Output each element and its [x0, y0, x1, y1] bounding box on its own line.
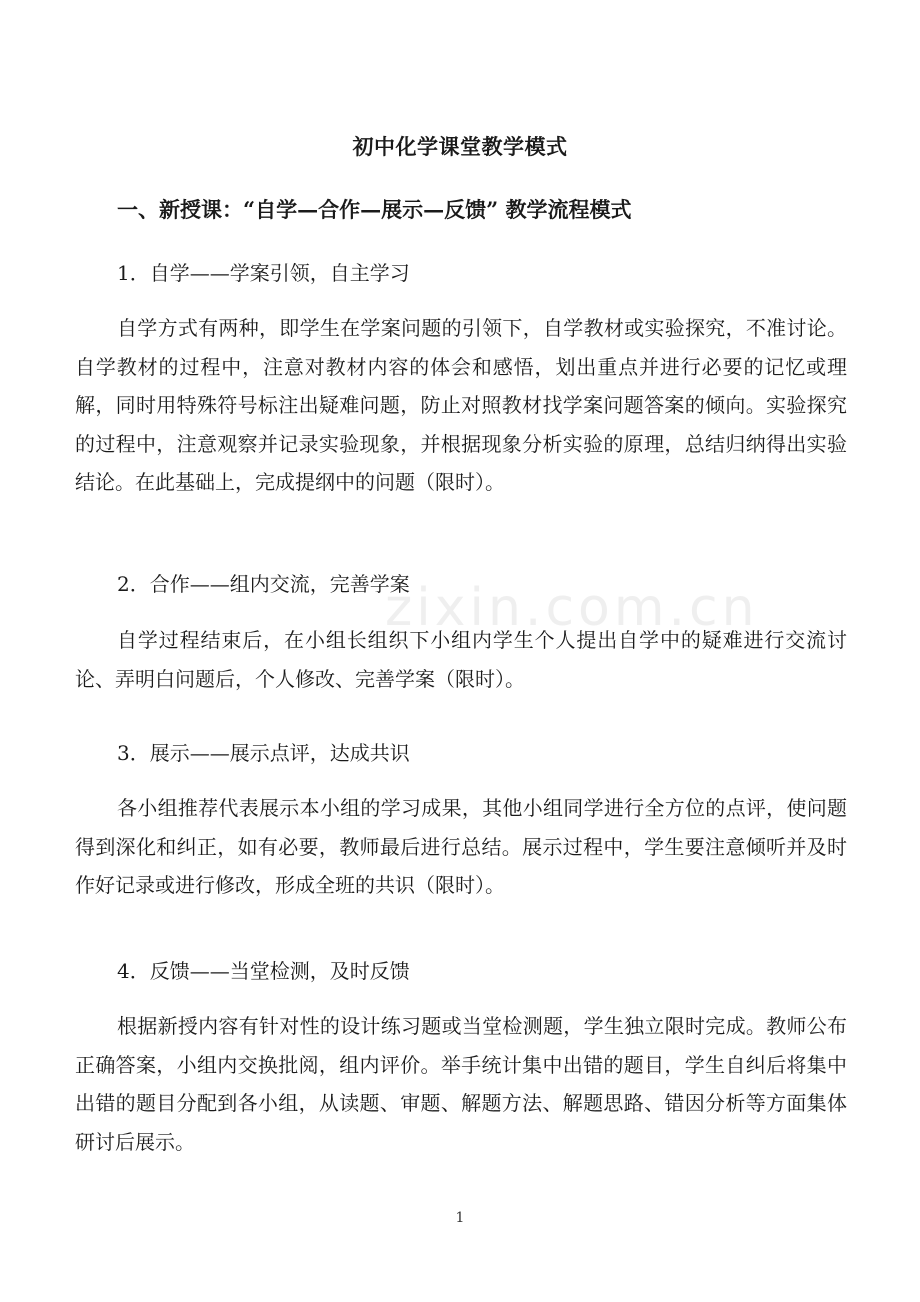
step-4-paragraph: 根据新授内容有针对性的设计练习题或当堂检测题，学生独立限时完成。教师公布正确答案，小组内交换批阅，组内评价。举手统计集中出错的题目，学生自纠后将集中出错的题目分配到各小组，从读题、审题、解题方法、解题思路、错因分析等方面集体研讨后展示。 [75, 1014, 847, 1154]
step-1-heading: 1．自学——学案引领，自主学习 [117, 261, 410, 285]
page-number: 1 [455, 1210, 465, 1226]
step-3-paragraph: 各小组推荐代表展示本小组的学习成果，其他小组同学进行全方位的点评，使问题得到深化和纠正，如有必要，教师最后进行总结。展示过程中，学生要注意倾听并及时作好记录或进行修改，形成全班的共识（限时）。 [75, 796, 847, 897]
step-2-heading: 2．合作——组内交流，完善学案 [117, 572, 410, 596]
step-1-paragraph: 自学方式有两种，即学生在学案问题的引领下，自学教材或实验探究，不准讨论。自学教材的过程中，注意对教材内容的体会和感悟，划出重点并进行必要的记忆或理解，同时用特殊符号标注出疑难问题，防止对照教材找学案问题答案的倾向。实验探究的过程中，注意观察并记录实验现象，并根据现象分析实验的原理，总结归纳得出实验结论。在此基础上，完成提纲中的问题（限时）。 [75, 316, 847, 494]
step-2-paragraph: 自学过程结束后，在小组长组织下小组内学生个人提出自学中的疑难进行交流讨论、弄明白问题后，个人修改、完善学案（限时）。 [75, 628, 847, 691]
section-heading: 一、新授课：“自学—合作—展示—反馈” 教学流程模式 [117, 197, 632, 222]
step-4-heading: 4．反馈——当堂检测，及时反馈 [117, 959, 410, 983]
step-3-heading: 3．展示——展示点评，达成共识 [117, 741, 410, 765]
watermark: zixin.com.cn [385, 578, 759, 638]
document-title: 初中化学课堂教学模式 [352, 134, 568, 159]
